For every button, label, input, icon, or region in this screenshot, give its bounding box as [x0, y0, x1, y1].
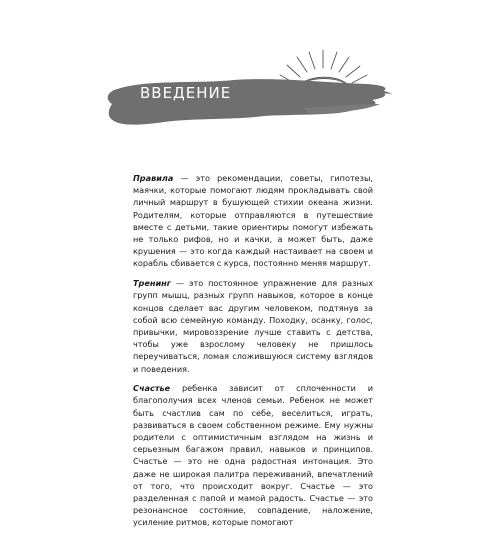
term-happiness: Счастье — [133, 383, 171, 394]
term-training: Тренинг — [133, 278, 172, 289]
paragraph-happiness — [133, 382, 373, 528]
chapter-banner — [104, 24, 394, 144]
paragraph-training — [133, 277, 373, 375]
chapter-title: ВВЕДЕНИЕ — [140, 84, 232, 102]
term-rules: Правила — [133, 173, 174, 183]
paragraph-happiness-text: ребенка зависит от сплоченности и благополучия всех членов семьи. Ребенок не может быть счастлив сам по себе, веселиться, играть, развиваться в своем собственном режиме. Ему нужны родители с оптимистичным взглядом на жизнь и серьезным багажом правил, навыков и принципов. Счастье — это не одна радостная интонация. Это даже не широкая палитра переживаний, впечатлений от того, что происходит вокруг. Счастье — это разделенная с папой и мамой радость. Счастье — это резонансное состояние, совпадение, наложение, усиление ритмов, которые помогают — [133, 383, 373, 528]
body-text — [133, 172, 373, 536]
paragraph-rules-text: — это рекомендации, советы, гипотезы, маячки, которые помогают людям прокладывать свой личный маршрут в бушующей стихии океана жизни. Родителям, которые отправляются в путешествие вместе с детьми, такие ориентиры помогут избежать не только рифов, но и качки, а может быть, даже крушения — это когда каждый настаивает на своем и корабль сбивается с курса, постоянно меняя маршрут. — [133, 173, 373, 269]
paragraph-training-text: — это постоянное упражнение для разных групп мышц, разных групп навыков, которое в конце концов сделает вас другим человеком, подтянув за собой всю семейную команду. Походку, осанку, голос, привычки, мировоззрение лучше ставить с детства, чтобы уже взрослому человеку не пришлось переучиваться, ломая сложившуюся систему взглядов и поведения. — [133, 278, 373, 374]
paragraph-rules — [133, 172, 373, 270]
